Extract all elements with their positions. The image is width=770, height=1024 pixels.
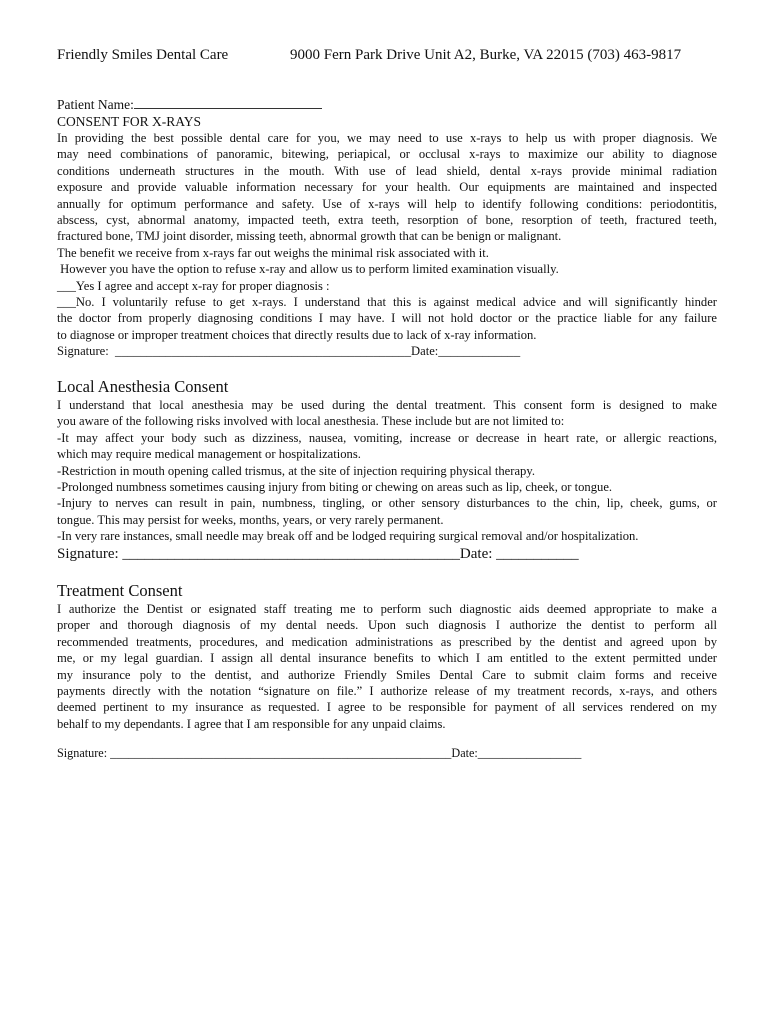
xray-paragraph-line: fractured bone, TMJ joint disorder, missing teeth, abnormal growth that can be benign or malignant. — [57, 229, 562, 244]
xray-paragraph-line: abscess, cyst, abnormal anatomy, impacted teeth, extra teeth, resorption of bone, resorption of teeth, fractured teeth, — [57, 213, 717, 228]
anesthesia-consent-title: Local Anesthesia Consent — [57, 377, 229, 396]
xray-signature-line[interactable]: Signature: _______________________________________________Date:_____________ — [57, 344, 521, 359]
patient-name-blank[interactable] — [134, 97, 322, 109]
patient-name-field[interactable] — [57, 96, 717, 113]
anesthesia-text-line: I understand that local anesthesia may be used during the dental treatment. This consent form is designed to make — [57, 398, 717, 412]
anesthesia-risk-item: -Prolonged numbness sometimes causing injury from biting or chewing on areas such as lip, cheek, or tongue. — [57, 480, 613, 495]
treatment-text-line: I authorize the Dentist or esignated staff treating me to perform such diagnostic aids deemed appropriate to make a — [57, 602, 717, 616]
treatment-text-line: my insurance poly to the dentist, and authorize Friendly Smiles Dental Care to submit claim forms and receive — [57, 667, 717, 682]
anesthesia-risk-item: tongue. This may persist for weeks, months, years, or very rarely permanent. — [57, 512, 444, 527]
xray-consent-section — [57, 96, 717, 360]
xray-no-option-text: the doctor from properly diagnosing conditions I may have. I will not hold doctor or the practice liable for any failure — [57, 311, 717, 326]
anesthesia-consent-section — [57, 397, 717, 563]
xray-benefit-statement: The benefit we receive from x-rays far out weighs the minimal risk associated with it. — [57, 245, 489, 260]
anesthesia-risk-item: -Injury to nerves can result in pain, numbness, tingling, or other sensory disturbances to the chin, lip, cheek, gums, or — [57, 496, 717, 511]
treatment-text-line: proper and thorough diagnosis of my dental needs. Upon such diagnosis I authorize the dentist to perform all — [57, 618, 717, 633]
practice-name: Friendly Smiles Dental Care — [57, 47, 229, 63]
treatment-text-line: deemed pertinent to my insurance as requested. I agree to be responsible for payment of all services rendered on my — [57, 700, 717, 715]
practice-address: 9000 Fern Park Drive Unit A2, Burke, VA 22015 (703) 463-9817 — [290, 47, 682, 63]
xray-refusal-option: However you have the option to refuse x-ray and allow us to perform limited examination visually. — [57, 262, 559, 277]
xray-paragraph-line: conditions underneath structures in the mouth. With use of lead shield, dental x-rays provide minimal radiation — [57, 163, 717, 178]
treatment-text-line: me, or my legal guardian. I assign all dental insurance benefits to which I am entitled to the extent permitted under — [57, 651, 717, 666]
treatment-signature-line[interactable]: Signature: ________________________________________________________Date:_________________ — [57, 746, 582, 760]
xray-paragraph-line: In providing the best possible dental care for you, we may need to use x-rays to help us with proper diagnosis. We — [57, 131, 717, 145]
xray-yes-option[interactable]: ___Yes I agree and accept x-ray for proper diagnosis : — [57, 278, 330, 293]
xray-paragraph-line: exposure and provide valuable information necessary for your health. Our equipments are maintained and inspected — [57, 180, 717, 195]
anesthesia-risk-item: -Restriction in mouth opening called trismus, at the site of injection requiring physical therapy. — [57, 463, 535, 478]
xray-paragraph-line: may need combinations of panoramic, bitewing, periapical, or occlusal x-rays to maximize our ability to diagnose — [57, 147, 717, 162]
anesthesia-risk-item: -In very rare instances, small needle may break off and be lodged requiring surgical removal and/or hospitalization. — [57, 529, 639, 544]
treatment-text-line: behalf to my dependants. I agree that I am responsible for any unpaid claims. — [57, 716, 446, 731]
anesthesia-text-line: you aware of the following risks involved with local anesthesia. These include but are not limited to: — [57, 414, 565, 429]
xray-no-option-text: to diagnose or improper treatment choices that directly results due to lack of x-ray information. — [57, 327, 537, 342]
treatment-consent-section — [57, 601, 717, 732]
treatment-consent-title: Treatment Consent — [57, 581, 183, 600]
patient-name-label: Patient Name: — [57, 97, 134, 112]
treatment-text-line: recommended treatments, procedures, and medication administrations as prescribed by the dentist and agreed upon by — [57, 634, 717, 649]
treatment-text-line: payments directly with the notation “signature on file.” I authorize release of my treatment records, x-rays, and others — [57, 684, 717, 699]
xray-paragraph-line: annually for optimum performance and safety. Use of x-rays will help to identify following conditions: periodontitis, — [57, 196, 717, 211]
xray-consent-title: CONSENT FOR X-RAYS — [57, 114, 202, 129]
anesthesia-risk-item: -It may affect your body such as dizziness, nausea, vomiting, increase or decrease in heart rate, or allergic reactions, — [57, 430, 717, 445]
xray-no-option[interactable]: ___No. I voluntarily refuse to get x-rays. I understand that this is against medical advice and will significantly hinder — [57, 295, 717, 310]
anesthesia-risk-item: which may require medical management or hospitalizations. — [57, 447, 361, 462]
anesthesia-signature-line[interactable]: Signature: _____________________________________________Date: ___________ — [57, 545, 579, 562]
